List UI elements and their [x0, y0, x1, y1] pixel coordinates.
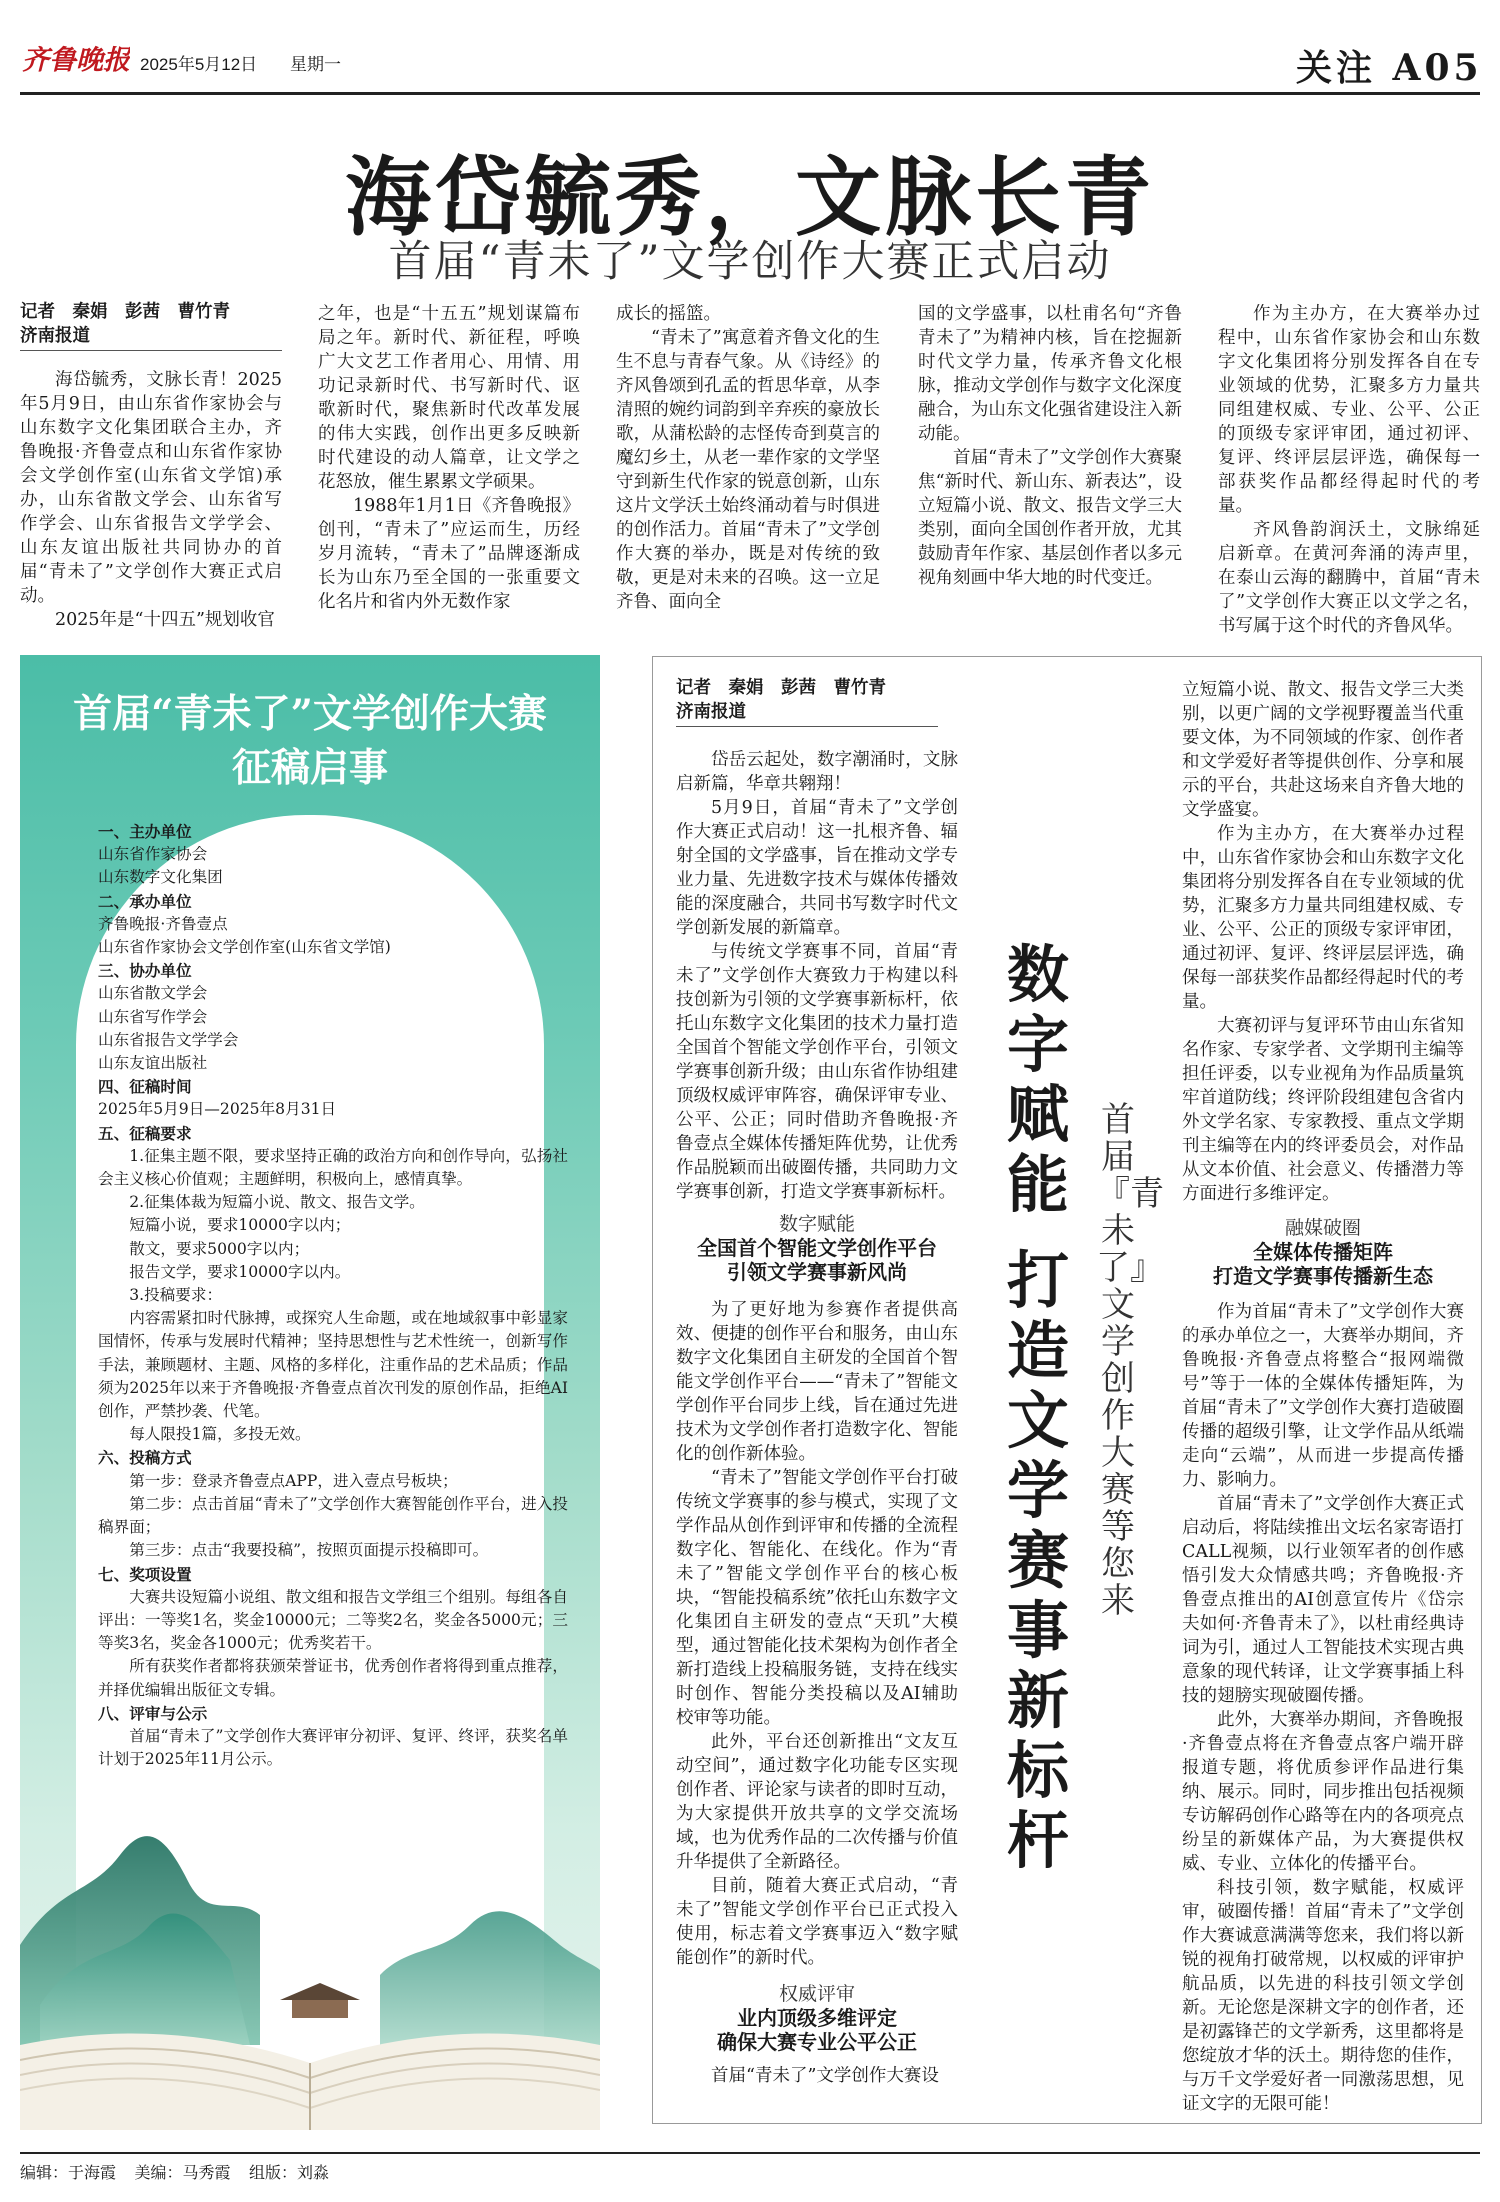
paragraph: 首届“青未了”文学创作大赛正式启动后，将陆续推出文坛名家寄语打CALL视频，以行业领军者的创作感悟引发大众情感共鸣；齐鲁晚报·齐鲁壹点推出的AI创意宣传片《岱宗夫如何·齐鲁青未了》，以杜甫经典诗词为引，通过人工智能技术实现古典意象的现代转译，让文学赛事插上科技的翅膀实现破圈传播。: [1182, 1494, 1464, 1706]
paragraph: 作为主办方，在大赛举办过程中，山东省作家协会和山东数字文化集团将分别发挥各自在专业领域的优势，汇聚多方力量共同组建权威、专业、公平、公正的顶级专家评审团，通过初评、复评、终评层层评选，确保每一部获奖作品都经得起时代的考量。: [1182, 824, 1464, 1012]
subhead-kicker: 数字赋能: [778, 1213, 855, 1235]
notice-section-heading: 二、承办单位: [98, 891, 192, 911]
paragraph: 海岱毓秀，文脉长青！2025年5月9日，由山东省作家协会与山东数字文化集团联合主办，齐鲁晚报·齐鲁壹点和山东省作家协会文学创作室(山东省文学馆)承办，山东省散文学会、山东省写作学会、山东省报告文学学会、山东友谊出版社共同协办的首届“青未了”文学创作大赛正式启动。: [20, 370, 282, 606]
notice-line: 首届“青未了”文学创作大赛评审分初评、复评、终评，获奖名单计划于2025年11月公示。: [98, 1726, 568, 1769]
paragraph: 此外，大赛举办期间，齐鲁晚报·齐鲁壹点将在齐鲁壹点客户端开辟报道专题，将优质参评作品进行集纳、展示。同时，同步推出包括视频专访解码创作心路等在内的各项亮点纷呈的新媒体产品，为大赛提供权威、专业、立体化的传播平台。: [1182, 1710, 1464, 1874]
paragraph: 2025年是“十四五”规划收官: [55, 610, 275, 630]
vertical-headline-part-2: 打造文学赛事新标杆: [1006, 1244, 1069, 1877]
notice-line: 山东省作家协会: [98, 845, 208, 864]
main-headline: 海岱毓秀，文脉长青: [345, 147, 1155, 248]
masthead-text: 齐鲁晚报: [22, 45, 130, 76]
paragraph: 目前，随着大赛正式启动，“青未了”智能文学创作平台已正式投入使用，标志着文学赛事迈入“数字赋能创作”的新时代。: [676, 1876, 958, 1968]
paragraph: 为了更好地为参赛作者提供高效、便捷的创作平台和服务，由山东数字文化集团自主研发的全国首个智能文学创作平台——“青未了”智能文学创作平台同步上线，旨在通过先进技术为文学创作者打造数字化、智能化的创作新体验。: [676, 1300, 958, 1464]
paragraph: “青未了”智能文学创作平台打破传统文学赛事的参与模式，实现了文学作品从创作到评审和传播的全流程数字化、智能化、在线化。作为“青未了”智能文学创作平台的核心板块，“智能投稿系统”依托山东数字文化集团自主研发的壹点“天玑”大模型，通过智能化技术架构为创作者全新打造线上投稿服务链，支持在线实时创作、智能分类投稿以及AI辅助校审等功能。: [676, 1468, 958, 1728]
notice-title-2: 征稿启事: [231, 745, 388, 791]
subhead: 打造文学赛事传播新生态: [1213, 1264, 1433, 1288]
top-article-col-1: [20, 368, 282, 632]
notice-section-heading: 七、奖项设置: [98, 1564, 192, 1584]
notice-section-heading: 一、主办单位: [98, 822, 192, 841]
feature-byline: [676, 676, 938, 724]
notice-line: 内容需紧扣时代脉搏，或探究人生命题，或在地域叙事中彰显家国情怀，传承与发展时代精神；坚持思想性与艺术性统一，创新写作手法，兼顾题材、主题、风格的多样化，注重作品的艺术品质；作品须为2025年以来于齐鲁晚报·齐鲁壹点首次刊发的原创作品，拒绝AI创作，严禁抄袭、代笔。: [98, 1309, 568, 1421]
notice-line: 山东省写作学会: [98, 1007, 208, 1026]
paragraph-continued: 成长的摇篮。: [616, 304, 721, 324]
footer-rule: [20, 2152, 1480, 2154]
notice-line: 散文，要求5000字以内；: [129, 1239, 310, 1258]
byline-reporters: 记者 秦娟 彭茜 曹竹青: [676, 678, 886, 698]
notice-line: 短篇小说，要求10000字以内；: [129, 1216, 351, 1235]
notice-section-heading: 四、征稿时间: [98, 1077, 192, 1097]
notice-line: 山东省作家协会文学创作室(山东省文学馆): [98, 938, 391, 957]
subhead: 业内顶级多维评定: [737, 2006, 897, 2030]
top-article-col-2: [318, 302, 580, 614]
subhead-kicker: 权威评审: [778, 1983, 855, 2005]
section-label: 关注 A05: [1296, 47, 1483, 89]
top-article-col-5: [1218, 302, 1480, 638]
vertical-headline-part-1: 数字赋能: [1006, 938, 1069, 1221]
byline-rule: [20, 350, 282, 351]
paragraph: 此外，平台还创新推出“文友互动空间”，通过数字化功能专区实现创作者、评论家与读者的即时互动，为大家提供开放共享的文学交流场域，也为优秀作品的二次传播与价值升华提供了全新路径。: [676, 1732, 958, 1872]
call-for-submissions-panel: [20, 655, 600, 2130]
notice-line: 所有获奖作者都将获颁荣誉证书，优秀创作者将得到重点推荐，并择优编辑出版征文专辑。: [98, 1657, 568, 1699]
byline-rule: [676, 726, 938, 727]
paragraph-continued: 立短篇小说、散文、报告文学三大类别，以更广阔的文学视野覆盖当代重要文体，为不同领域的作家、创作者和文学爱好者等提供创作、分享和展示的平台，共赴这场来自齐鲁大地的文学盛宴。: [1182, 680, 1464, 820]
notice-line: 每人限投1篇，多投无效。: [129, 1425, 311, 1444]
notice-line: 2.征集体裁为短篇小说、散文、报告文学。: [129, 1193, 425, 1212]
notice-line: 第一步：登录齐鲁壹点APP，进入壹点号板块；: [129, 1471, 458, 1490]
notice-line: 齐鲁晚报·齐鲁壹点: [98, 914, 228, 933]
landscape-book-illustration: [20, 1745, 600, 2130]
byline-reporters: 记者 秦娟 彭茜 曹竹青: [20, 302, 230, 322]
notice-line: 山东省散文学会: [98, 984, 208, 1003]
paragraph: 作为主办方，在大赛举办过程中，山东省作家协会和山东数字文化集团将分别发挥各自在专业领域的优势，汇聚多方力量共同组建权威、专业、公平、公正的顶级专家评审团，通过初评、复评、终评层层评选，确保每一部获奖作品都经得起时代的考量。: [1218, 304, 1480, 516]
header-rule: [20, 92, 1480, 95]
paragraph: 岱岳云起处，数字潮涌时，文脉启新篇，华章共翱翔！: [676, 750, 958, 794]
masthead-logo: [22, 38, 130, 78]
notice-line: 2025年5月9日—2025年8月31日: [98, 1100, 337, 1119]
paragraph: 作为首届“青未了”文学创作大赛的承办单位之一，大赛举办期间，齐鲁晚报·齐鲁壹点将整合“报网端微号”等于一体的全媒体传播矩阵，为首届“青未了”文学创作大赛打造破圈传播的超级引擎，让文学作品从纸端走向“云端”，从而进一步提高传播力、影响力。: [1182, 1302, 1464, 1490]
notice-line: 山东友谊出版社: [98, 1054, 208, 1073]
paragraph-continued: 之年，也是“十五五”规划谋篇布局之年。新时代、新征程，呼唤广大文艺工作者用心、用情、用功记录新时代、书写新时代、讴歌新时代，聚焦新时代改革发展的伟大实践，创作出更多反映新时代建设的动人篇章，让文学之花怒放，催生累累文学硕果。: [318, 304, 580, 492]
notice-title: 首届“青未了”文学创作大赛: [73, 691, 547, 737]
notice-section-heading: 五、征稿要求: [98, 1123, 192, 1143]
header-weekday: 星期一: [290, 55, 341, 74]
top-article-col-3: [616, 302, 880, 614]
notice-line: 3.投稿要求：: [129, 1286, 223, 1305]
paragraph: 与传统文学赛事不同，首届“青未了”文学创作大赛致力于构建以科技创新为引领的文学赛事新标杆，依托山东数字文化集团的技术力量打造全国首个智能文学创作平台，引领文学赛事创新升级；由山东省作协组建顶级权威评审阵容，确保评审专业、公平、公正；同时借助齐鲁晚报·齐鲁壹点全媒体传播矩阵优势，让优秀作品脱颖而出破圈传播，共同助力文学赛事创新，打造文学赛事新标杆。: [676, 942, 958, 1202]
main-subheadline: 首届“青未了”文学创作大赛正式启动: [388, 237, 1112, 287]
byline-location: 济南报道: [20, 326, 90, 346]
notice-line: 1.征集主题不限，要求坚持正确的政治方向和创作导向，弘扬社会主义核心价值观；主题鲜明，积极向上，感情真挚。: [98, 1146, 568, 1189]
feature-col-b: [1182, 678, 1464, 2116]
footer-credits: [20, 2160, 343, 2183]
paragraph: 齐风鲁韵润沃土，文脉绵延启新章。在黄河奔涌的涛声里，在泰山云海的翻腾中，首届“青未了”文学创作大赛正以文学之名，书写属于这个时代的齐鲁风华。: [1218, 520, 1480, 636]
subhead: 全国首个智能文学创作平台: [697, 1236, 937, 1260]
paragraph: 首届“青未了”文学创作大赛设: [711, 2066, 939, 2086]
subhead-kicker: 融媒破圈: [1284, 1217, 1361, 1239]
notice-line: 报告文学，要求10000字以内。: [129, 1262, 351, 1281]
subhead: 确保大赛专业公平公正: [717, 2030, 917, 2054]
notice-section-heading: 三、协办单位: [98, 961, 192, 981]
feature-vertical-headline: [1000, 940, 1076, 1876]
paragraph: 科技引领，数字赋能，权威评审，破圈传播！首届“青未了”文学创作大赛诚意满满等您来，我们将以新锐的视角打破常规，以权威的评审护航品质，以先进的科技引领文学创新。无论您是深耕文字的创作者，还是初露锋芒的文学新秀，这里都将是您绽放才华的沃土。期待您的佳作，与万千文学爱好者一同激荡思想，见证文字的无限可能！: [1182, 1878, 1464, 2114]
feature-col-a: [676, 748, 958, 2088]
byline-location: 济南报道: [676, 702, 746, 722]
subhead: 引领文学赛事新风尚: [727, 1260, 907, 1284]
header-date: 2025年5月12日: [140, 55, 258, 74]
credit-editor: 编辑：于海霞: [20, 2165, 117, 2182]
notice-line: 第二步：点击首届“青未了”文学创作大赛智能创作平台，进入投稿界面；: [98, 1494, 568, 1537]
top-article-col-4: [918, 302, 1182, 590]
subhead: 全媒体传播矩阵: [1253, 1240, 1393, 1264]
notice-line: 山东省报告文学学会: [98, 1030, 239, 1049]
notice-line: 大赛共设短篇小说组、散文组和报告文学组三个组别。每组各自评出：一等奖1名，奖金10000元；二等奖2名，奖金各5000元；三等奖3名，奖金各1000元；优秀奖若干。: [98, 1587, 568, 1653]
paragraph: 首届“青未了”文学创作大赛聚焦“新时代、新山东、新表达”，设立短篇小说、散文、报告文学三大类别，面向全国创作者开放，尤其鼓励青年作家、基层创作者以多元视角刻画中华大地的时代变迁。: [918, 448, 1182, 588]
paragraph: 大赛初评与复评环节由山东省知名作家、专家学者、文学期刊主编等担任评委，以专业视角为作品质量筑牢首道防线；终评阶段组建包含省内外文学名家、专家教授、重点文学期刊主编等在内的终评委员会，对作品从文本价值、社会意义、传播潜力等方面进行多维评定。: [1182, 1016, 1464, 1204]
paragraph: “青未了”寓意着齐鲁文化的生生不息与青春气象。从《诗经》的齐风鲁颂到孔孟的哲思华章，从李清照的婉约词韵到辛弃疾的豪放长歌，从蒲松龄的志怪传奇到莫言的魔幻乡土，从老一辈作家的文学坚守到新生代作家的锐意创新，山东这片文学沃土始终涌动着与时俱进的创作活力。首届“青未了”文学创作大赛的举办，既是对传统的致敬，更是对未来的召唤。这一立足齐鲁、面向全: [616, 328, 880, 612]
notice-line: 山东数字文化集团: [98, 868, 223, 887]
credit-designer: 美编：马秀霞: [134, 2165, 231, 2182]
credit-layout: 组版：刘淼: [248, 2165, 329, 2182]
feature-vertical-subheadline: 首届『青未了』文学创作大赛等您来: [1096, 1100, 1164, 1621]
top-byline: [20, 300, 282, 348]
paragraph: 5月9日，首届“青未了”文学创作大赛正式启动！这一扎根齐鲁、辐射全国的文学盛事，旨在推动文学专业力量、先进数字技术与媒体传播效能的深度融合，共同书写数字时代文学创新发展的新篇章。: [676, 798, 958, 938]
notice-section-heading: 八、评审与公示: [98, 1703, 208, 1723]
notice-line: 第三步：点击“我要投稿”，按照页面提示投稿即可。: [129, 1541, 489, 1560]
paragraph-continued: 国的文学盛事，以杜甫名句“齐鲁青未了”为精神内核，旨在挖掘新时代文学力量，传承齐鲁文化根脉，推动文学创作与数字文化深度融合，为山东文化强省建设注入新动能。: [918, 304, 1182, 444]
notice-body: [98, 820, 568, 1771]
notice-section-heading: 六、投稿方式: [98, 1448, 192, 1468]
paragraph: 1988年1月1日《齐鲁晚报》创刊，“青未了”应运而生，历经岁月流转，“青未了”品牌逐渐成长为山东乃至全国的一张重要文化名片和省内外无数作家: [318, 496, 580, 612]
